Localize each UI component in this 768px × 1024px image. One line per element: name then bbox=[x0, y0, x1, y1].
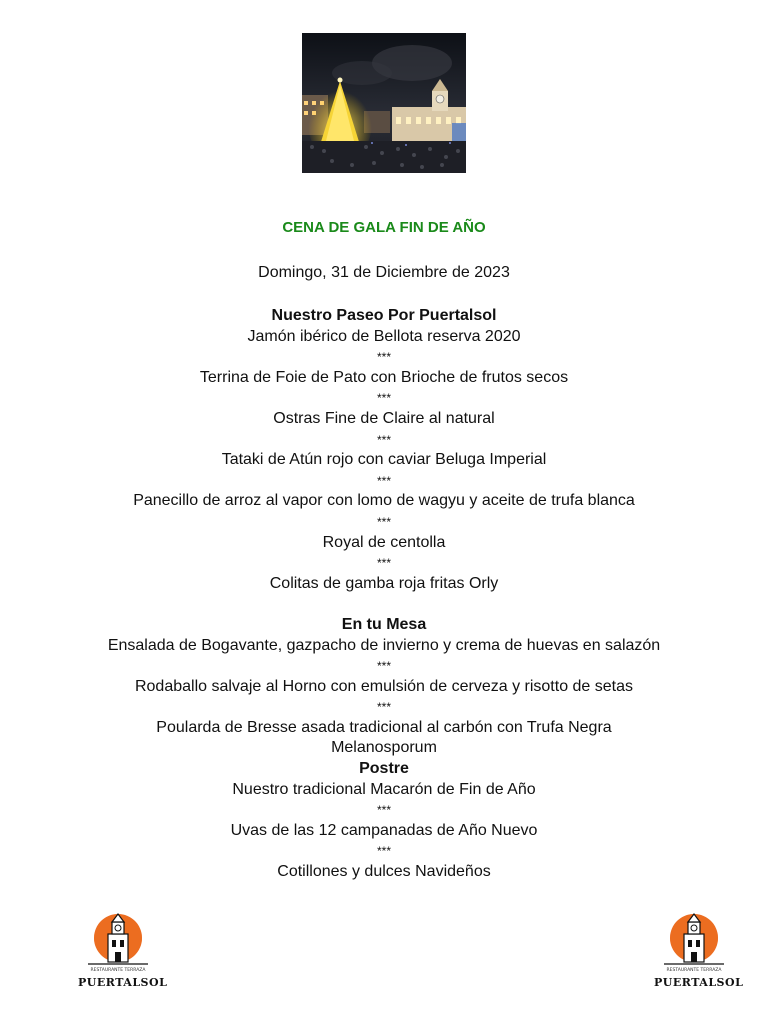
menu-item: Melanosporum bbox=[331, 739, 437, 757]
separator: *** bbox=[376, 350, 391, 365]
event-date: Domingo, 31 de Diciembre de 2023 bbox=[258, 264, 510, 281]
separator: *** bbox=[376, 556, 391, 571]
logo-name: PUERTALSOL bbox=[654, 976, 744, 989]
separator: *** bbox=[376, 473, 391, 488]
menu-item: Jamón ibérico de Bellota reserva 2020 bbox=[247, 327, 521, 345]
section-heading-paseo: Nuestro Paseo Por Puertalsol bbox=[271, 307, 497, 324]
svg-text:RESTAURANTE TERRAZA: RESTAURANTE TERRAZA bbox=[666, 968, 722, 973]
section-heading-postre: Postre bbox=[359, 760, 409, 778]
menu bbox=[40, 306, 728, 883]
menu-item: Nuestro tradicional Macarón de Fin de Año bbox=[232, 780, 536, 798]
separator: *** bbox=[376, 391, 391, 406]
section-gap bbox=[40, 594, 728, 615]
clock-tower-icon bbox=[78, 908, 158, 978]
separator: *** bbox=[376, 844, 391, 859]
separator: *** bbox=[376, 659, 391, 674]
menu-item: Ostras Fine de Claire al natural bbox=[273, 409, 495, 427]
menu-item: Panecillo de arroz al vapor con lomo de wagyu y aceite de trufa blanca bbox=[133, 492, 635, 510]
svg-text:RESTAURANTE TERRAZA: RESTAURANTE TERRAZA bbox=[90, 968, 146, 973]
menu-item: Uvas de las 12 campanadas de Año Nuevo bbox=[230, 821, 538, 839]
separator: *** bbox=[376, 700, 391, 715]
logo-name: PUERTALSOL bbox=[78, 976, 168, 989]
menu-item: Terrina de Foie de Pato con Brioche de frutos secos bbox=[199, 368, 569, 386]
separator: *** bbox=[376, 432, 391, 447]
menu-item: Royal de centolla bbox=[322, 533, 446, 551]
clock-tower-icon bbox=[654, 908, 734, 978]
puertalsol-logo bbox=[78, 908, 168, 990]
menu-item: Ensalada de Bogavante, gazpacho de invierno y crema de huevas en salazón bbox=[107, 636, 661, 654]
menu-item: Tataki de Atún rojo con caviar Beluga Imperial bbox=[221, 451, 547, 469]
menu-item: Colitas de gamba roja fritas Orly bbox=[269, 574, 499, 592]
separator: *** bbox=[376, 514, 391, 529]
header-photo bbox=[302, 33, 466, 173]
menu-item: Cotillones y dulces Navideños bbox=[277, 863, 491, 881]
separator: *** bbox=[376, 803, 391, 818]
puertalsol-logo bbox=[654, 908, 744, 990]
section-heading-mesa: En tu Mesa bbox=[341, 615, 427, 633]
menu-item: Poularda de Bresse asada tradicional al carbón con Trufa Negra bbox=[156, 718, 612, 736]
menu-item: Rodaballo salvaje al Horno con emulsión de cerveza y risotto de setas bbox=[134, 677, 634, 695]
page-title: CENA DE GALA FIN DE AÑO bbox=[282, 219, 486, 236]
christmas-tree-photo bbox=[302, 33, 466, 173]
